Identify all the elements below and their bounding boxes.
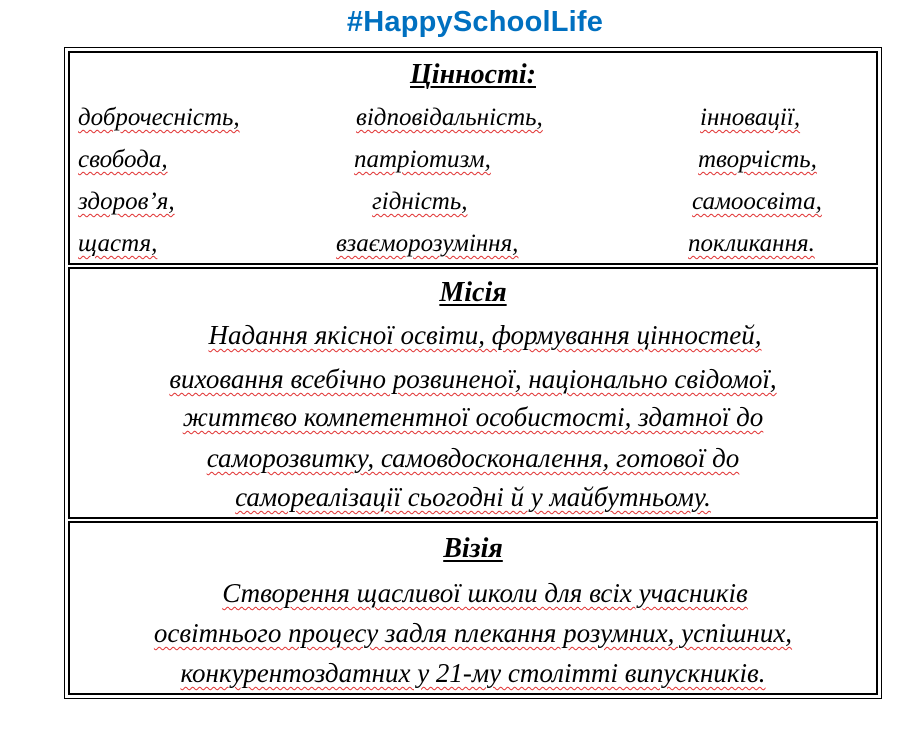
vision-title: [70, 533, 876, 565]
vision-title-text: Візія: [443, 533, 503, 564]
value-item: покликання.: [688, 230, 815, 257]
value-item: інновації,: [700, 104, 801, 131]
value-item: здоров’я,: [78, 188, 175, 215]
mission-line: саморозвитку, самовдосконалення, готової до: [206, 443, 740, 473]
vision-line: освітнього процесу задля плекання розумних, успішних,: [153, 618, 793, 648]
values-title: [70, 59, 876, 91]
mission-title-text: Місія: [439, 277, 507, 308]
value-item: доброчесність,: [78, 104, 240, 131]
value-item: відповідальність,: [356, 104, 543, 131]
mission-section: [68, 267, 878, 519]
value-item: щастя,: [78, 230, 158, 257]
value-item: патріотизм,: [354, 146, 491, 173]
mission-line: Надання якісної освіти, формування цінностей,: [208, 320, 762, 350]
vision-section: [68, 521, 878, 695]
mission-line: самореалізації сьогодні й у майбутньому.: [235, 482, 711, 512]
value-item: взаєморозуміння,: [336, 230, 519, 257]
vision-line: Створення щасливої школи для всіх учасників: [222, 578, 748, 608]
hashtag-title: #HappySchoolLife: [346, 6, 604, 38]
mission-line: виховання всебічно розвиненої, національно свідомої,: [169, 364, 777, 394]
value-item: самоосвіта,: [692, 188, 822, 215]
value-item: гідність,: [372, 188, 468, 215]
mission-title: [70, 277, 876, 309]
values-title-text: Цінності:: [410, 59, 536, 90]
value-item: творчість,: [698, 146, 817, 173]
values-section: [68, 51, 878, 265]
value-item: свобода,: [78, 146, 168, 173]
vision-line: конкурентоздатних у 21-му столітті випускників.: [180, 658, 766, 688]
mission-line: життєво компетентної особистості, здатної до: [182, 402, 764, 432]
